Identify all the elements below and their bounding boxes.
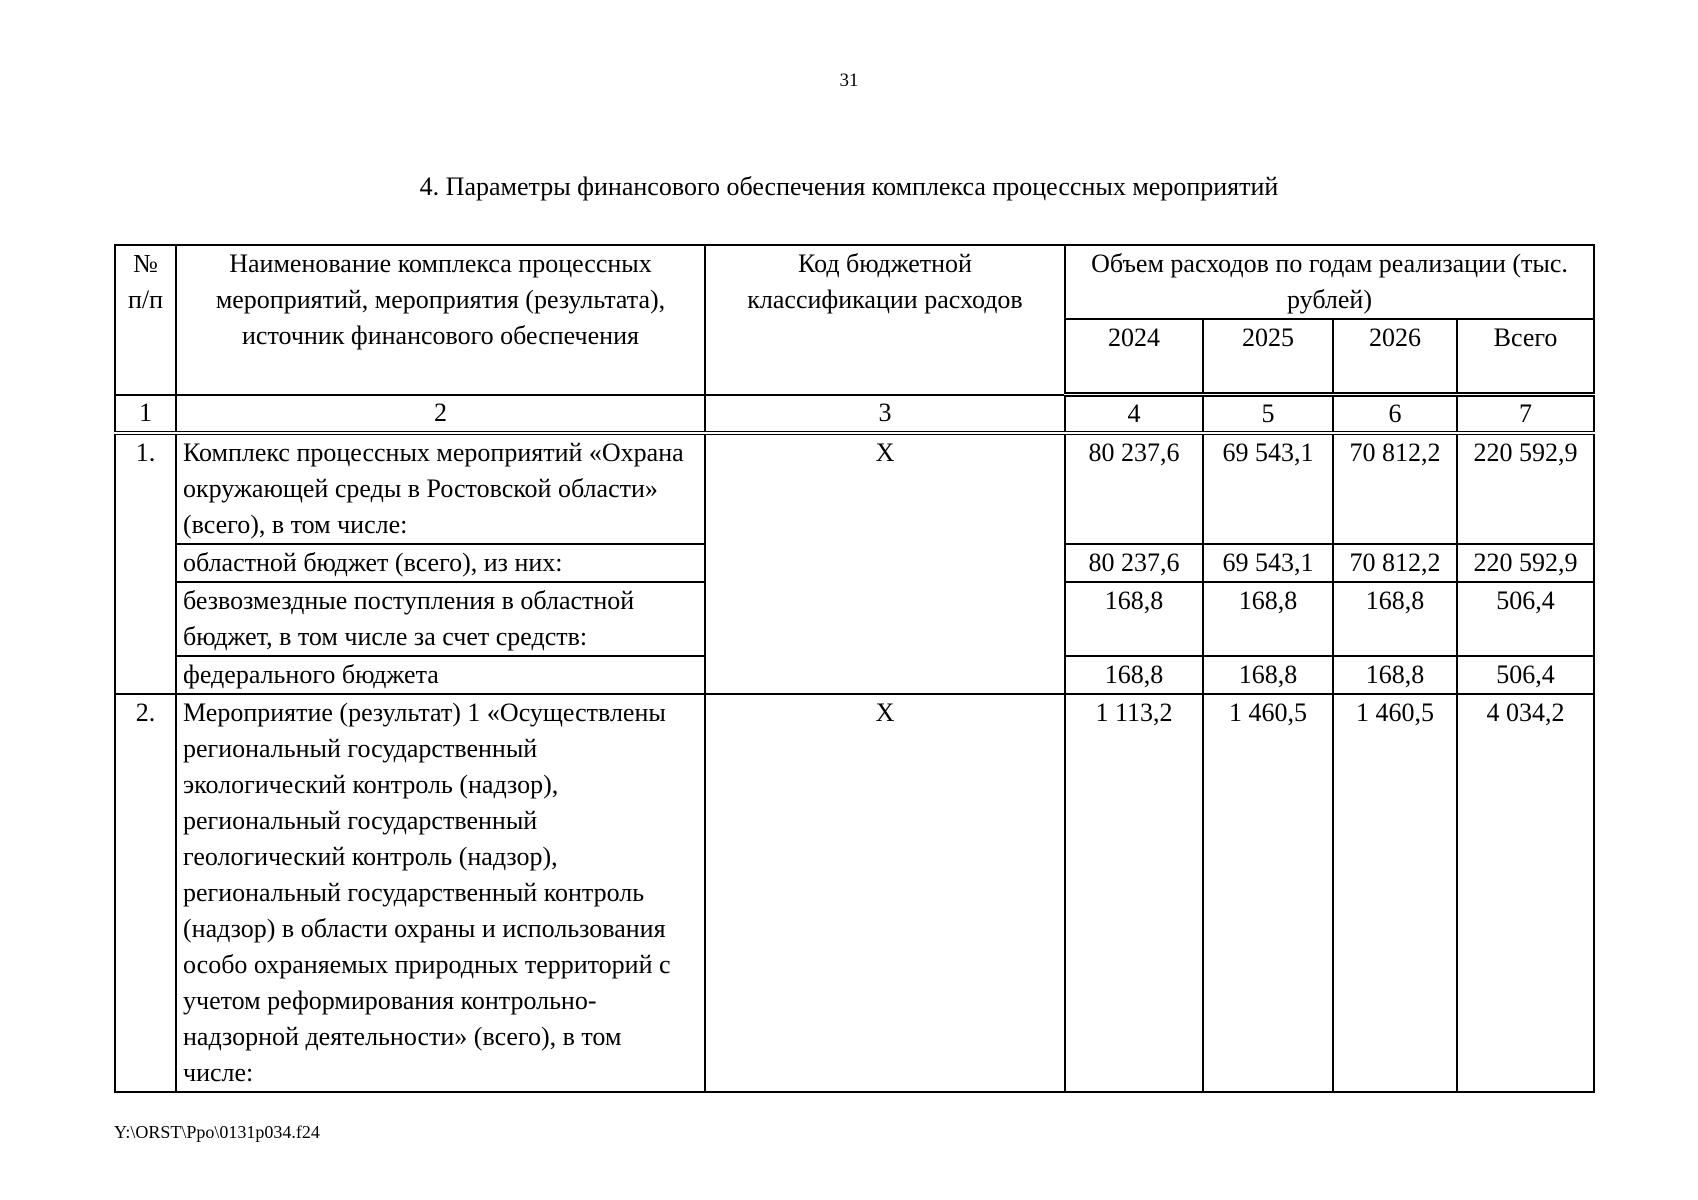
value-total: 220 592,9	[1457, 544, 1594, 582]
column-index: 1	[115, 395, 176, 434]
column-index: 7	[1457, 395, 1594, 434]
value-2024: 168,8	[1065, 656, 1203, 694]
value-2026: 168,8	[1333, 656, 1457, 694]
header-year-2026: 2026	[1333, 319, 1457, 395]
value-total: 4 034,2	[1457, 694, 1594, 1092]
financing-table	[114, 244, 1595, 1093]
column-index-row	[115, 395, 1594, 434]
column-index: 3	[705, 395, 1065, 434]
header-name: Наименование комплекса процессных мероприятий, мероприятия (результата), источник финансового обеспечения	[176, 245, 705, 395]
value-2024: 80 237,6	[1065, 544, 1203, 582]
row-name: безвозмездные поступления в областной бюджет, в том числе за счет средств:	[176, 582, 705, 656]
row-code: Х	[705, 694, 1065, 1092]
column-index: 4	[1065, 395, 1203, 434]
value-2024: 80 237,6	[1065, 433, 1203, 544]
value-2025: 1 460,5	[1203, 694, 1333, 1092]
value-2024: 1 113,2	[1065, 694, 1203, 1092]
value-2025: 168,8	[1203, 582, 1333, 656]
column-index: 6	[1333, 395, 1457, 434]
value-total: 506,4	[1457, 656, 1594, 694]
value-2026: 1 460,5	[1333, 694, 1457, 1092]
value-total: 506,4	[1457, 582, 1594, 656]
page-number: 31	[839, 70, 859, 91]
table-row	[115, 433, 1594, 544]
value-2026: 70 812,2	[1333, 433, 1457, 544]
footer-file-path: Y:\ORST\Ppo\0131p034.f24	[114, 1122, 320, 1142]
value-2026: 168,8	[1333, 582, 1457, 656]
row-name: областной бюджет (всего), из них:	[176, 544, 705, 582]
row-number: 2.	[115, 694, 176, 1092]
row-code: Х	[705, 433, 1065, 694]
row-name: Мероприятие (результат) 1 «Осуществлены региональный государственный экологический контроль (надзор), региональный государственный геологический контроль (надзор), региональный государственный контроль (надзор) в области охраны и использования особо охраняемых природных территорий с учетом реформирования контрольно-надзорной деятельности» (всего), в том числе:	[176, 694, 705, 1092]
column-index: 2	[176, 395, 705, 434]
header-volume: Объем расходов по годам реализации (тыс. рублей)	[1065, 245, 1594, 319]
value-total: 220 592,9	[1457, 433, 1594, 544]
section-title: 4. Параметры финансового обеспечения комплекса процессных мероприятий	[419, 172, 1279, 201]
value-2025: 69 543,1	[1203, 433, 1333, 544]
header-year-2025: 2025	[1203, 319, 1333, 395]
value-2025: 69 543,1	[1203, 544, 1333, 582]
column-index: 5	[1203, 395, 1333, 434]
table-row	[115, 694, 1594, 1092]
value-2024: 168,8	[1065, 582, 1203, 656]
header-year-2024: 2024	[1065, 319, 1203, 395]
header-num: № п/п	[115, 245, 176, 395]
row-name: федерального бюджета	[176, 656, 705, 694]
header-total: Всего	[1457, 319, 1594, 395]
row-number: 1.	[115, 433, 176, 694]
value-2025: 168,8	[1203, 656, 1333, 694]
value-2026: 70 812,2	[1333, 544, 1457, 582]
header-code: Код бюджетной классификации расходов	[705, 245, 1065, 395]
row-name: Комплекс процессных мероприятий «Охрана окружающей среды в Ростовской области» (всего), в том числе:	[176, 433, 705, 544]
